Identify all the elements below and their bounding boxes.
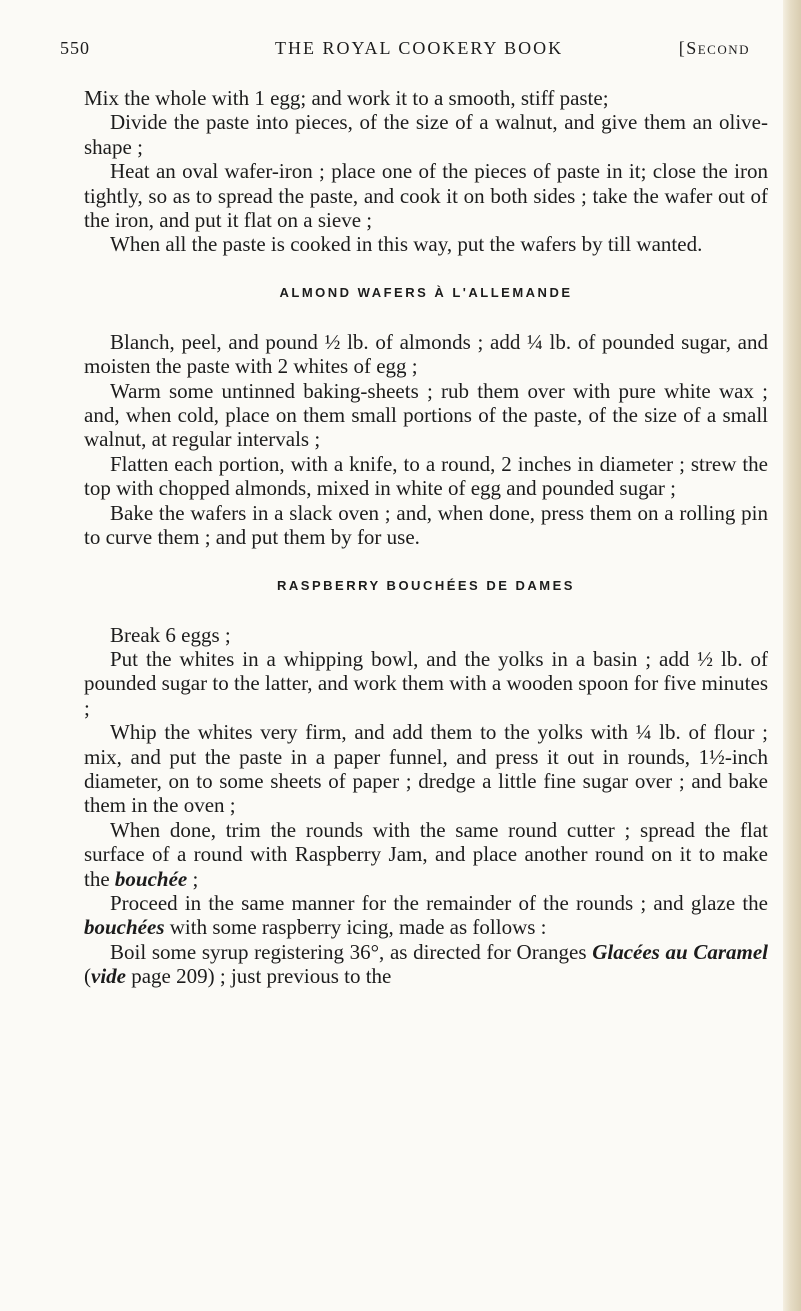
paragraph: When all the paste is cooked in this way, put the wafers by till wanted. bbox=[110, 232, 703, 257]
paragraph: Warm some untinned baking-sheets ; rub them over with pure white wax ; and, when cold, place on them small portions of the paste, of the size of a small walnut, at regular intervals ; bbox=[84, 378, 768, 452]
text-run: Boil some syrup registering 36°, as directed for Oranges bbox=[110, 939, 593, 964]
text-run: When done, trim the rounds with the same round cutter ; spread the flat surface of a round with Raspberry Jam, and place another round on it to make the bbox=[84, 817, 768, 891]
paragraph: Put the whites in a whipping bowl, and the yolks in a basin ; add ½ lb. of pounded sugar to the latter, and work them with a wooden spoon for five minutes ; bbox=[84, 646, 768, 720]
italic-term: Glacées au Caramel bbox=[592, 939, 769, 964]
italic-term: vide bbox=[91, 964, 126, 989]
running-title: THE ROYAL COOKERY BOOK bbox=[275, 38, 564, 58]
section-label: [Second bbox=[678, 38, 750, 58]
running-header bbox=[60, 38, 750, 68]
paragraph: Whip the whites very firm, and add them to the yolks with ¼ lb. of flour ; mix, and put the paste in a paper funnel, and press it out in rounds, 1½-inch diameter, on to some sheets of paper ; dredge a little fine sugar over ; and bake them in the oven ; bbox=[84, 720, 768, 818]
paragraph: Divide the paste into pieces, of the size of a walnut, and give them an olive-shape ; bbox=[84, 110, 768, 159]
paragraph bbox=[84, 891, 768, 940]
paragraph bbox=[84, 940, 768, 989]
paragraph: Heat an oval wafer-iron ; place one of the pieces of paste in it; close the iron tightly, so as to spread the paste, and cook it on both sides ; take the wafer out of the iron, and put it flat on a sieve ; bbox=[84, 159, 768, 233]
paragraph bbox=[84, 818, 768, 891]
text-run: page 209) ; just previous to the bbox=[125, 964, 392, 989]
paragraph: Blanch, peel, and pound ½ lb. of almonds ; add ¼ lb. of pounded sugar, and moisten the paste with 2 whites of egg ; bbox=[84, 329, 768, 379]
paragraph: Bake the wafers in a slack oven ; and, when done, press them on a rolling pin to curve them ; and put them by for use. bbox=[84, 500, 768, 550]
italic-term: bouchées bbox=[84, 915, 165, 940]
page-number: 550 bbox=[60, 38, 90, 58]
paragraph: Break 6 eggs ; bbox=[110, 622, 231, 647]
text-run: with some raspberry icing, made as follows : bbox=[164, 915, 547, 940]
italic-term: bouchée bbox=[114, 866, 188, 891]
text-run: Proceed in the same manner for the remainder of the rounds ; and glaze the bbox=[110, 890, 768, 915]
paragraph: Mix the whole with 1 egg; and work it to a smooth, stiff paste; bbox=[84, 86, 609, 110]
page-edge bbox=[783, 0, 801, 1311]
paragraph: Flatten each portion, with a knife, to a round, 2 inches in diameter ; strew the top with chopped almonds, mixed in white of egg and pounded sugar ; bbox=[84, 451, 768, 501]
recipe-heading: ALMOND WAFERS À L'ALLEMANDE bbox=[279, 284, 573, 300]
recipe-heading: RASPBERRY BOUCHÉES DE DAMES bbox=[277, 577, 575, 593]
page-body bbox=[84, 86, 768, 989]
text-run: ; bbox=[187, 866, 199, 891]
text-run: ( bbox=[84, 964, 91, 989]
